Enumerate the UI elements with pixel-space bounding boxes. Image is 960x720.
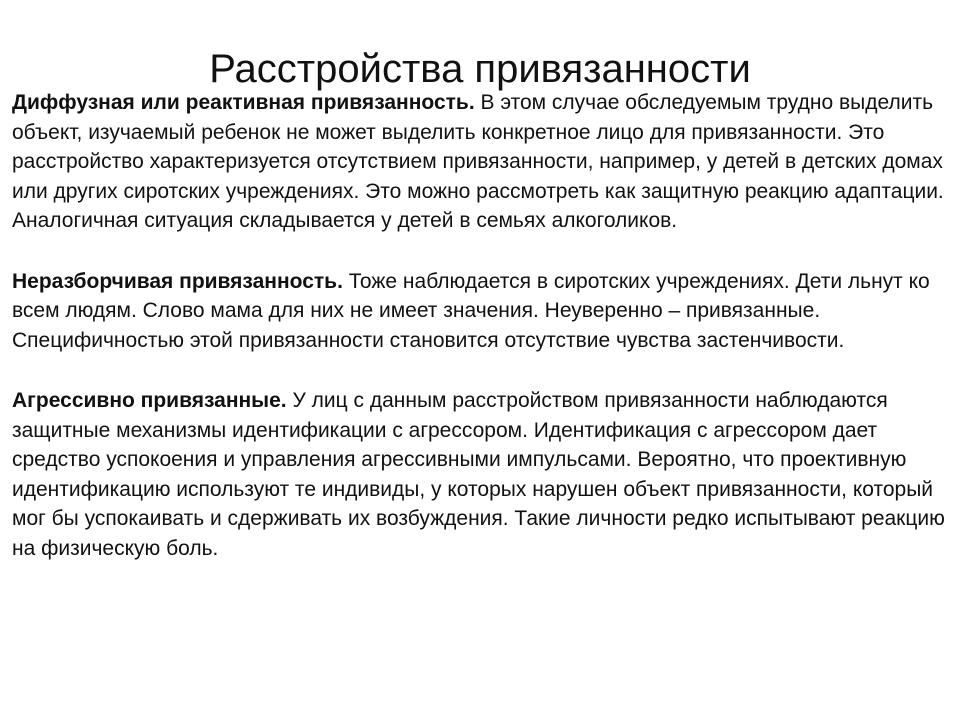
paragraph-diffuse-attachment [12, 88, 952, 236]
paragraph-text: Тоже наблюдается в сиротских учреждениях. Дети льнут ко всем людям. Слово мама для них не имеет значения. Неуверенно – привязанные. Специфичностью этой привязанности становится отсутствие чувства застенчивости. [12, 269, 930, 352]
paragraph-heading: Диффузная или реактивная привязанность. [12, 91, 475, 114]
slide-body [12, 88, 952, 563]
paragraph-heading: Агрессивно привязанные. [12, 389, 287, 412]
slide-title: Расстройства привязанности [209, 46, 751, 91]
paragraph-text: В этом случае обследуемым трудно выделить объект, изучаемый ребенок не может выделить конкретное лицо для привязанности. Это расстройство характеризуется отсутствием привязанности, например, у детей в детских домах или других сиротских учреждениях. Это можно рассмотреть как защитную реакцию адаптации. Аналогичная ситуация складывается у детей в семьях алкоголиков. [12, 91, 944, 232]
paragraph-heading: Неразборчивая привязанность. [12, 269, 343, 293]
paragraph-text: У лиц с данным расстройством привязанности наблюдаются защитные механизмы идентификации с агрессором. Идентификация с агрессором дает средство успокоения и управления агрессивными импульсами. Вероятно, что проективную идентификацию используют те индивиды, у которых нарушен объект привязанности, который мог бы успокаивать и сдерживать их возбуждения. Такие личности редко испытывают реакцию на физическую боль. [12, 389, 945, 560]
paragraph-indiscriminate-attachment [12, 267, 952, 356]
paragraph-aggressive-attachment [12, 386, 952, 563]
